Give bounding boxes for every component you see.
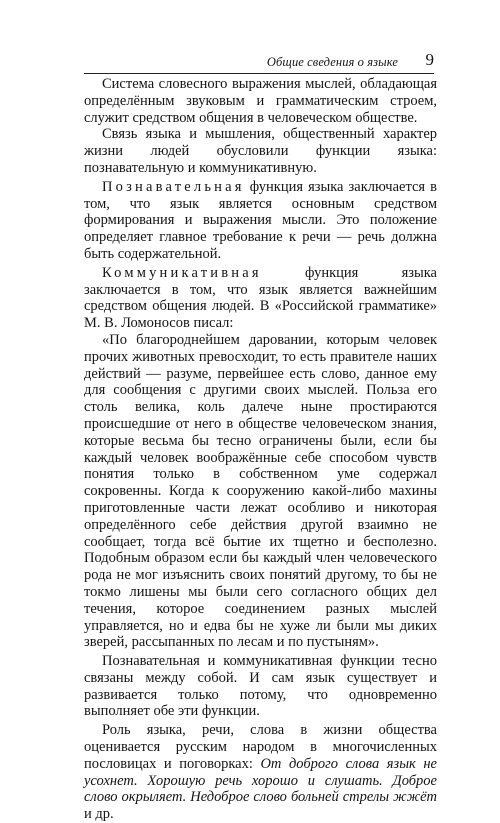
paragraph-1: Система словесного выражения мыслей, обладающая определённым звуковым и грамматическим строем, служит средством общения в человеческом обществе. xyxy=(84,76,437,126)
lomonosov-quote: «По благороднейшем даровании, которым человек прочих животных превосходит, то есть правителе наших действий — разуме, первейшее есть слово, данное ему для сообщения с другими своих мыслей. Польза его столь велика, коль далече ныне простираются происшедшие от него в обществе человеческом знания, которые весьма бы тесно ограничены были, если бы каждый человек воображённые себе способом чувств понятия только в собственном уме содержал сокровенны. Когда к сооружению какой-либо махины приготовленные части лежат особливо и никоторая определённого себе действия другой взаимно не сообщает, тогда всё бытие их тщетно и бесполезно. Подобным образом если бы каждый член человеческого рода не мог изъяснить своих понятий другому, то бы не токмо лишены мы были сего согласного общих дел течения, которое соединением разных мыслей управляется, но и едва бы не хуже ли были мы диких зверей, рассыпанных по лесам и по пустыням». xyxy=(84,331,437,651)
spaced-term: Коммуникативная xyxy=(102,264,262,281)
paragraph-text: функция языка заключается в том, что язык является важнейшим средством общения людей. В «Российской грамматике» М. В. Ломоносов писал: xyxy=(84,264,437,332)
page-number: 9 xyxy=(425,50,434,69)
paragraph-cognitive-function xyxy=(84,179,437,263)
spaced-term: Познавательная xyxy=(102,178,245,195)
running-head xyxy=(84,47,434,74)
paragraph-text: Роль языка, речи, слова в жизни общества оценивается русским народом в многочисленных пословицах и поговорках: xyxy=(84,722,437,772)
page-body xyxy=(84,76,437,823)
proverbs-italic: От доброго слова язык не усохнет. Хорошую речь хорошо и слушать. Доброе слово окрыляет. Недоброе слово больней стрелы жжёт xyxy=(84,755,437,806)
paragraph-text: функция языка заключается в том, что язык является основным средством формирования и выражения мысли. Это положение определяет главное требование к речи — речь должна быть содержательной. xyxy=(84,178,437,262)
paragraph-proverbs xyxy=(84,722,437,823)
paragraph-ending: и др. xyxy=(84,806,114,823)
paragraph-functions-linked: Познавательная и коммуникативная функции тесно связаны между собой. И сам язык существует и развивается только потому, что одновременно выполняет обе эти функции. xyxy=(84,653,437,720)
paragraph-2: Связь языка и мышления, общественный характер жизни людей обусловили функции языка: познавательную и коммуникативную. xyxy=(84,126,437,176)
section-title: Общие сведения о языке xyxy=(266,55,398,69)
paragraph-communicative-function xyxy=(84,265,437,332)
